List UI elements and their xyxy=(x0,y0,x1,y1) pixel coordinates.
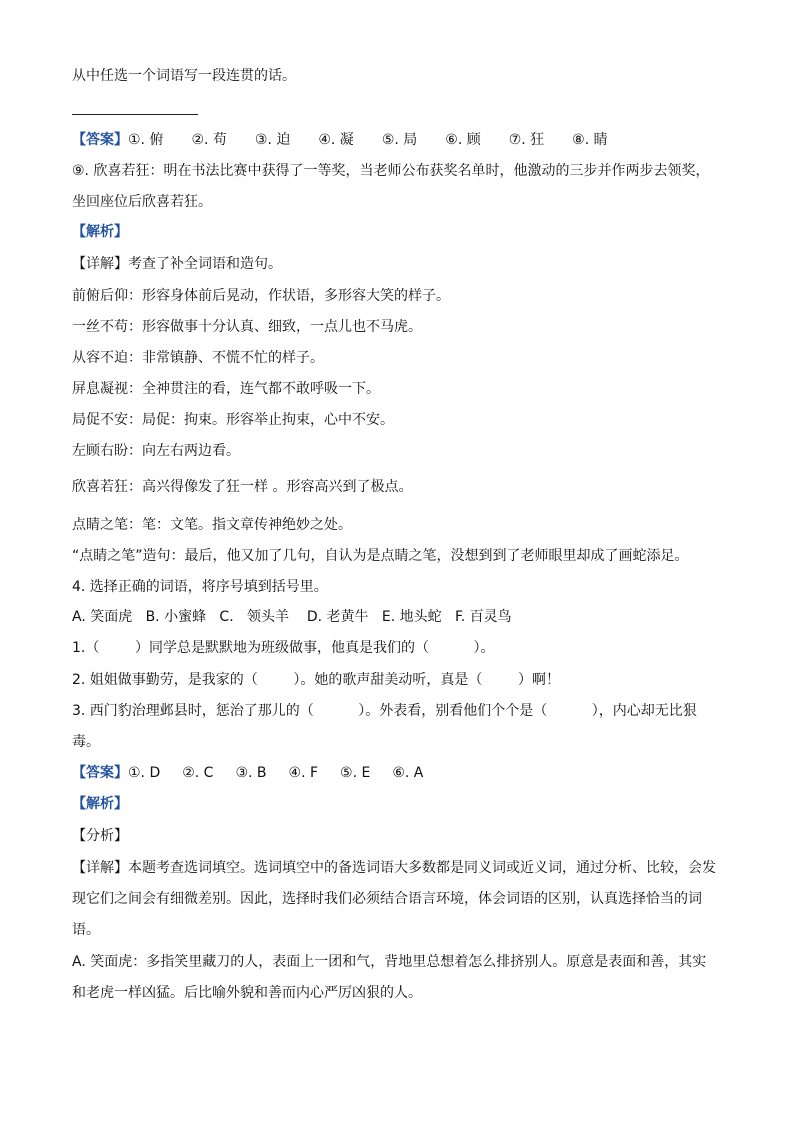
q4-answer-line xyxy=(72,763,445,783)
q3-detail-line xyxy=(72,254,282,274)
explanation-line: 一丝不苟：形容做事十分认真、细致，一点儿也不马虎。 xyxy=(72,319,422,335)
q4-sentence-3-line1: 3. 西门豹治理邺县时，惩治了那儿的（ ）。外表看，别看他们个个是（ ），内心却无比狠 xyxy=(72,703,697,719)
example-sentence-line: “点睛之笔”造句：最后，他又加了几句，自认为是点睛之笔，没想到到了老师眼里却成了画蛇添足。 xyxy=(72,548,689,564)
q4-title: 4. 选择正确的词语，将序号填到括号里。 xyxy=(72,579,328,595)
answer-blank-line xyxy=(72,114,198,115)
q3-answer9-line2: 坐回座位后欣喜若狂。 xyxy=(72,194,212,210)
analysis-tag: 【解析】 xyxy=(72,224,128,240)
answer-item: ②. 苟 xyxy=(191,132,227,148)
answer-item: ③. B xyxy=(235,765,267,781)
detail-tag: 【详解】 xyxy=(72,860,128,876)
answer-item: ⑤. E xyxy=(340,765,371,781)
detail-text: 本题考查选词填空。选词填空中的备选词语大多数都是同义词或近义词，通过分析、比较，会发 xyxy=(128,860,716,876)
q4-detail-line2: 现它们之间会有细微差别。因此，选择时我们必须结合语言环境，体会词语的区别，认真选择恰当的词 xyxy=(72,891,702,907)
answer-item: ④. F xyxy=(288,765,319,781)
analysis-tag: 【解析】 xyxy=(72,796,128,812)
q4-detail-line1 xyxy=(72,858,716,878)
q3-answer9-line1: ⑨. 欣喜若狂：明在书法比赛中获得了一等奖，当老师公布获奖名单时，他激动的三步并作两步去领奖， xyxy=(72,163,710,179)
explanation-line: 从容不迫：非常镇静、不慌不忙的样子。 xyxy=(72,350,324,366)
explanation-line: 欣喜若狂：高兴得像发了狂一样 。形容高兴到了极点。 xyxy=(72,479,413,495)
q4-option-a-explanation-line2: 和老虎一样凶猛。后比喻外貌和善而内心严厉凶狠的人。 xyxy=(72,985,422,1001)
answer-item: ③. 迫 xyxy=(254,132,291,148)
answer-item: ②. C xyxy=(182,765,214,781)
q4-detail-line3: 语。 xyxy=(72,922,100,938)
explanation-line: 点睛之笔：笔：文笔。指文章传神绝妙之处。 xyxy=(72,517,352,533)
q4-options: A. 笑面虎 B. 小蜜蜂 C. 领头羊 D. 老黄牛 E. 地头蛇 F. 百灵鸟 xyxy=(72,609,512,625)
answer-item: ④. 凝 xyxy=(318,132,354,148)
answer-item: ⑥. 顾 xyxy=(445,132,481,148)
q4-sentence-3-line2: 毒。 xyxy=(72,734,100,750)
explanation-line: 前俯后仰：形容身体前后晃动，作状语，多形容大笑的样子。 xyxy=(72,288,450,304)
answer-item: ⑧. 睛 xyxy=(572,132,608,148)
answer-item: ⑦. 狂 xyxy=(508,132,545,148)
answer-item: ①. D xyxy=(128,765,161,781)
explanation-line: 屏息凝视：全神贯注的看，连气都不敢呼吸一下。 xyxy=(72,381,380,397)
q4-sentence-1: 1.（ ）同学总是默默地为班级做事，他真是我们的（ ）。 xyxy=(72,640,495,656)
answer-tag: 【答案】 xyxy=(72,765,128,781)
answer-tag: 【答案】 xyxy=(72,132,128,148)
detail-tag: 【详解】 xyxy=(72,256,128,272)
answer-item: ①. 俯 xyxy=(128,132,164,148)
q4-sentence-2: 2. 姐姐做事勤劳，是我家的（ ）。她的歌声甜美动听，真是（ ）啊！ xyxy=(72,672,561,688)
analyze-tag: 【分析】 xyxy=(72,828,128,844)
detail-text: 考查了补全词语和造句。 xyxy=(128,256,282,272)
q4-option-a-explanation-line1: A. 笑面虎：多指笑里藏刀的人，表面上一团和气，背地里总想着怎么排挤别人。原意是表面和善，其实 xyxy=(72,954,707,970)
answer-item: ⑤. 局 xyxy=(381,132,418,148)
explanation-line: 左顾右盼：向左右两边看。 xyxy=(72,443,240,459)
intro-text: 从中任选一个词语写一段连贯的话。 xyxy=(72,68,296,84)
answer-item: ⑥. A xyxy=(392,765,424,781)
q3-answer-line xyxy=(72,130,608,150)
explanation-line: 局促不安：局促：拘束。形容举止拘束，心中不安。 xyxy=(72,412,394,428)
